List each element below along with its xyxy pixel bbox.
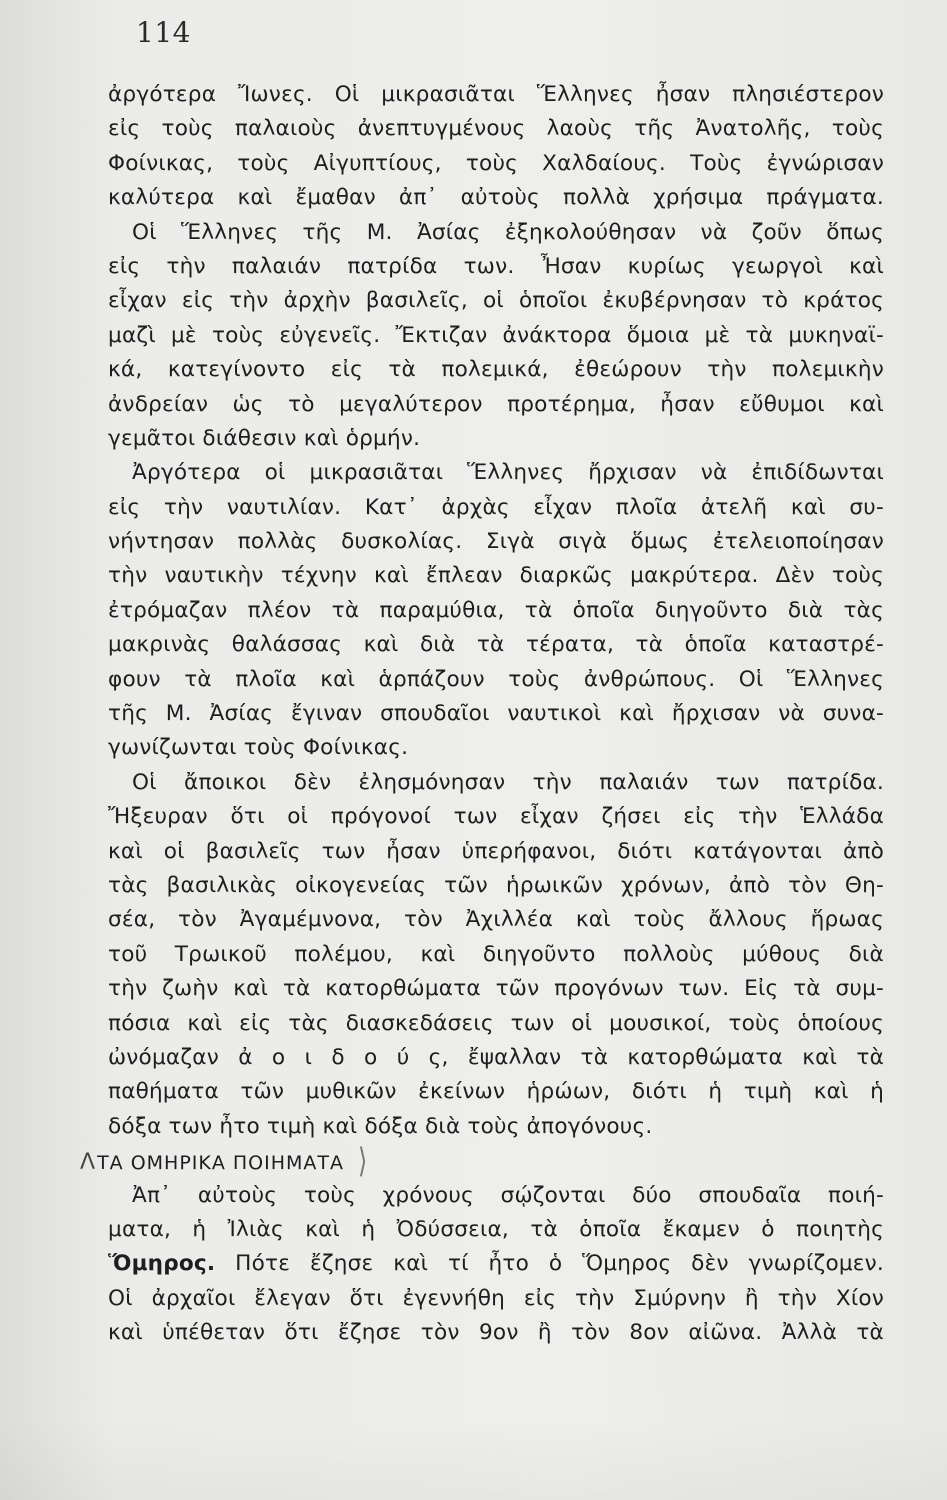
text-line: εἰς τοὺς παλαιοὺς ἀνεπτυγμένους λαοὺς τῆς Ἀνατολῆς, τοὺς <box>108 116 884 142</box>
text-line <box>108 1247 884 1281</box>
text-line: τὴν ναυτικὴν τέχνην καὶ ἔπλεαν διαρκῶς μακρύτερα. Δὲν τοὺς <box>108 563 884 589</box>
text-line: καὶ ὑπέθεταν ὅτι ἔζησε τὸν 9ον ἢ τὸν 8ον αἰῶνα. Ἀλλὰ τὰ <box>108 1320 884 1346</box>
text-line: τὴν ζωὴν καὶ τὰ κατορθώματα τῶν προγόνων των. Εἰς τὰ συμ- <box>108 976 884 1002</box>
text-line: Φοίνικας, τοὺς Αἰγυπτίους, τοὺς Χαλδαίους. Τοὺς ἐγνώρισαν <box>108 150 884 176</box>
text-line: καὶ οἱ βασιλεῖς των ἦσαν ὑπερήφανοι, διότι κατάγονται ἀπὸ <box>108 838 884 864</box>
text-line: Ἤξευραν ὅτι οἱ πρόγονοί των εἶχαν ζήσει εἰς τὴν Ἑλλάδα <box>108 804 884 830</box>
text-line: γεμᾶτοι διάθεσιν καὶ ὁρμήν. <box>108 425 421 451</box>
text-line: εἰς τὴν παλαιάν πατρίδα των. Ἦσαν κυρίως γεωργοὶ καὶ <box>108 253 884 279</box>
text-line: Οἱ ἄποικοι δὲν ἐλησμόνησαν τὴν παλαιάν των πατρίδα. <box>132 769 884 795</box>
text-line: ἐτρόμαζαν πλέον τὰ παραμύθια, τὰ ὁποῖα διηγοῦντο διὰ τὰς <box>108 597 884 623</box>
section-heading <box>80 1141 884 1181</box>
text-line: μαζὶ μὲ τοὺς εὐγενεῖς. Ἔκτιζαν ἀνάκτορα ὅμοια μὲ τὰ μυκηναϊ- <box>108 322 884 348</box>
text-line: σέα, τὸν Ἀγαμέμνονα, τὸν Ἀχιλλέα καὶ τοὺς ἄλλους ἥρωας <box>108 907 884 933</box>
text-line: Ἀπ᾽ αὐτοὺς τοὺς χρόνους σῴζονται δύο σπουδαῖα ποιή- <box>132 1182 884 1208</box>
text-line: νήντησαν πολλὰς δυσκολίας. Σιγὰ σιγὰ ὅμως ἐτελειοποίησαν <box>108 529 884 555</box>
text-line: πόσια καὶ εἰς τὰς διασκεδάσεις των οἱ μουσικοί, τοὺς ὁποίους <box>108 1010 884 1036</box>
text-line: Ἀργότερα οἱ μικρασιᾶται Ἕλληνες ἤρχισαν νὰ ἐπιδίδωνται <box>132 460 884 486</box>
text-line-rest: Πότε ἔζησε καὶ τί ἦτο ὁ Ὅμηρος δὲν γνωρίζομεν. <box>215 1251 884 1277</box>
text-line: κά, κατεγίνοντο εἰς τὰ πολεμικά, ἐθεώρουν τὴν πολεμικὴν <box>108 357 884 383</box>
text-line: τοῦ Τρωικοῦ πολέμου, καὶ διηγοῦντο πολλοὺς μύθους διὰ <box>108 941 884 967</box>
text-line: ἀνδρείαν ὡς τὸ μεγαλύτερον προτέρημα, ἦσαν εὔθυμοι καὶ <box>108 391 884 417</box>
text-line: ὠνόμαζαν ἀ ο ι δ ο ύ ς, ἔψαλλαν τὰ κατορθώματα καὶ τὰ <box>108 1044 884 1070</box>
text-line: εἰς τὴν ναυτιλίαν. Κατ᾽ ἀρχὰς εἶχαν πλοῖα ἀτελῆ καὶ συ- <box>108 494 884 520</box>
text-line: ἀργότερα Ἴωνες. Οἱ μικρασιᾶται Ἕλληνες ἦσαν πλησιέστερον <box>108 82 884 107</box>
section-heading-title: ΤΑ ΟΜΗΡΙΚΑ ΠΟΙΗΜΑΤΑ <box>97 1152 345 1175</box>
text-line: δόξα των ἦτο τιμὴ καὶ δόξα διὰ τοὺς ἀπογόνους. <box>108 1113 653 1139</box>
text-line: γωνίζωνται τοὺς Φοίνικας. <box>108 735 409 761</box>
handwritten-bracket: ⟩ <box>358 1141 369 1181</box>
text-line: Οἱ Ἕλληνες τῆς Μ. Ἀσίας ἐξηκολούθησαν νὰ ζοῦν ὅπως <box>132 219 884 245</box>
text-line: καλύτερα καὶ ἔμαθαν ἀπ᾽ αὐτοὺς πολλὰ χρήσιμα πράγματα. <box>108 185 884 211</box>
text-line: μακρινὰς θαλάσσας καὶ διὰ τὰ τέρατα, τὰ ὁποῖα καταστρέ- <box>108 632 884 658</box>
page-number: 114 <box>136 16 191 49</box>
text-line: ματα, ἡ Ἰλιὰς καὶ ἡ Ὀδύσσεια, τὰ ὁποῖα ἔκαμεν ὁ ποιητὴς <box>108 1216 884 1242</box>
text-line: φουν τὰ πλοῖα καὶ ἁρπάζουν τοὺς ἀνθρώπους. Οἱ Ἕλληνες <box>108 666 884 692</box>
page-shadow <box>0 1420 947 1500</box>
text-line: Οἱ ἀρχαῖοι ἔλεγαν ὅτι ἐγεννήθη εἰς τὴν Σμύρνην ἢ τὴν Χίον <box>108 1285 884 1311</box>
text-line: τῆς Μ. Ἀσίας ἔγιναν σπουδαῖοι ναυτικοὶ καὶ ἤρχισαν νὰ συνα- <box>108 701 884 727</box>
text-line: εἶχαν εἰς τὴν ἀρχὴν βασιλεῖς, οἱ ὁποῖοι ἐκυβέρνησαν τὸ κράτος <box>108 288 884 314</box>
text-line: παθήματα τῶν μυθικῶν ἐκείνων ἡρώων, διότι ἡ τιμὴ καὶ ἡ <box>108 1079 884 1105</box>
body-text <box>80 78 884 1350</box>
homer-name-bold: Ὅμηρος. <box>108 1251 216 1277</box>
handwritten-mark: Λ <box>80 1150 97 1176</box>
text-line: τὰς βασιλικὰς οἰκογενείας τῶν ἡρωικῶν χρόνων, ἀπὸ τὸν Θη- <box>108 872 884 898</box>
